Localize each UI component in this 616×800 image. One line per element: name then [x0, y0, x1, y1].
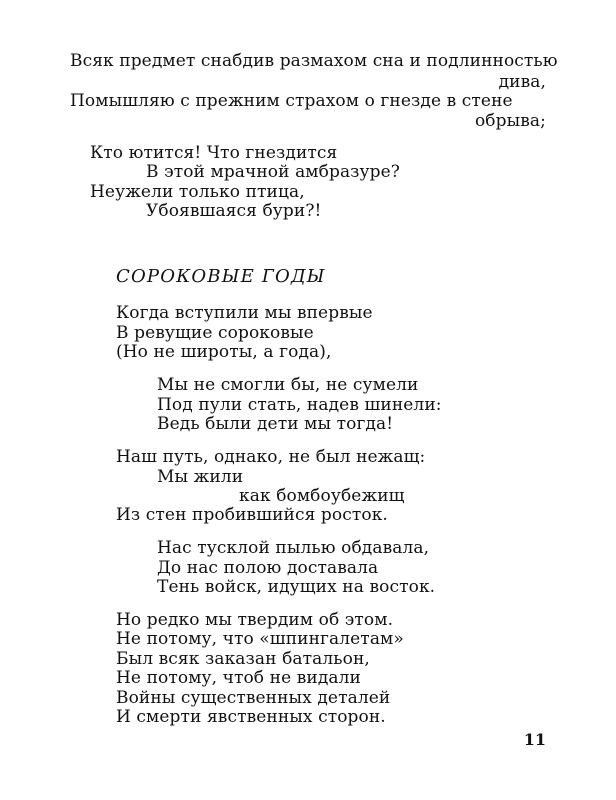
verse-line: Кто ютится! Что гнездится: [90, 143, 338, 163]
verse-line: Был всяк заказан батальон,: [116, 649, 370, 669]
verse-line-continuation: дива,: [498, 72, 546, 92]
verse-line: Не потому, чтоб не видали: [116, 668, 361, 688]
verse-line: как бомбоубежищ: [239, 486, 405, 506]
verse-line: До нас полою доставала: [157, 558, 379, 578]
poem-title: СОРОКОВЫЕ ГОДЫ: [116, 266, 326, 287]
verse-line: В ревущие сороковые: [116, 323, 314, 343]
verse-line: В этой мрачной амбразуре?: [146, 162, 401, 182]
verse-line: Наш путь, однако, не был нежащ:: [116, 447, 426, 467]
verse-line: Войны существенных деталей: [116, 688, 391, 708]
verse-line-continuation: обрыва;: [474, 111, 546, 131]
verse-line: Нас тусклой пылью обдавала,: [157, 538, 430, 558]
verse-line: Всяк предмет снабдив размахом сна и подлинностью: [70, 51, 558, 71]
verse-line: Мы не смогли бы, не сумели: [157, 375, 419, 395]
verse-line: Тень войск, идущих на восток.: [157, 577, 436, 597]
verse-line: Убоявшаяся бури?!: [146, 201, 322, 221]
verse-line: Помышляю с прежним страхом о гнезде в стене: [70, 91, 513, 111]
verse-line: Когда вступили мы впервые: [116, 303, 373, 323]
verse-line: Но редко мы твердим об этом.: [116, 610, 394, 630]
verse-line: Из стен пробившийся росток.: [116, 505, 388, 525]
verse-line: Мы жили: [157, 467, 244, 487]
verse-line: И смерти явственных сторон.: [116, 707, 386, 727]
page-number: 11: [523, 730, 546, 749]
verse-line: Ведь были дети мы тогда!: [157, 414, 394, 434]
verse-line: Неужели только птица,: [90, 182, 305, 202]
verse-line: (Но не широты, а года),: [116, 342, 332, 362]
verse-line: Под пули стать, надев шинели:: [157, 395, 442, 415]
verse-line: Не потому, что «шпингалетам»: [116, 629, 404, 649]
